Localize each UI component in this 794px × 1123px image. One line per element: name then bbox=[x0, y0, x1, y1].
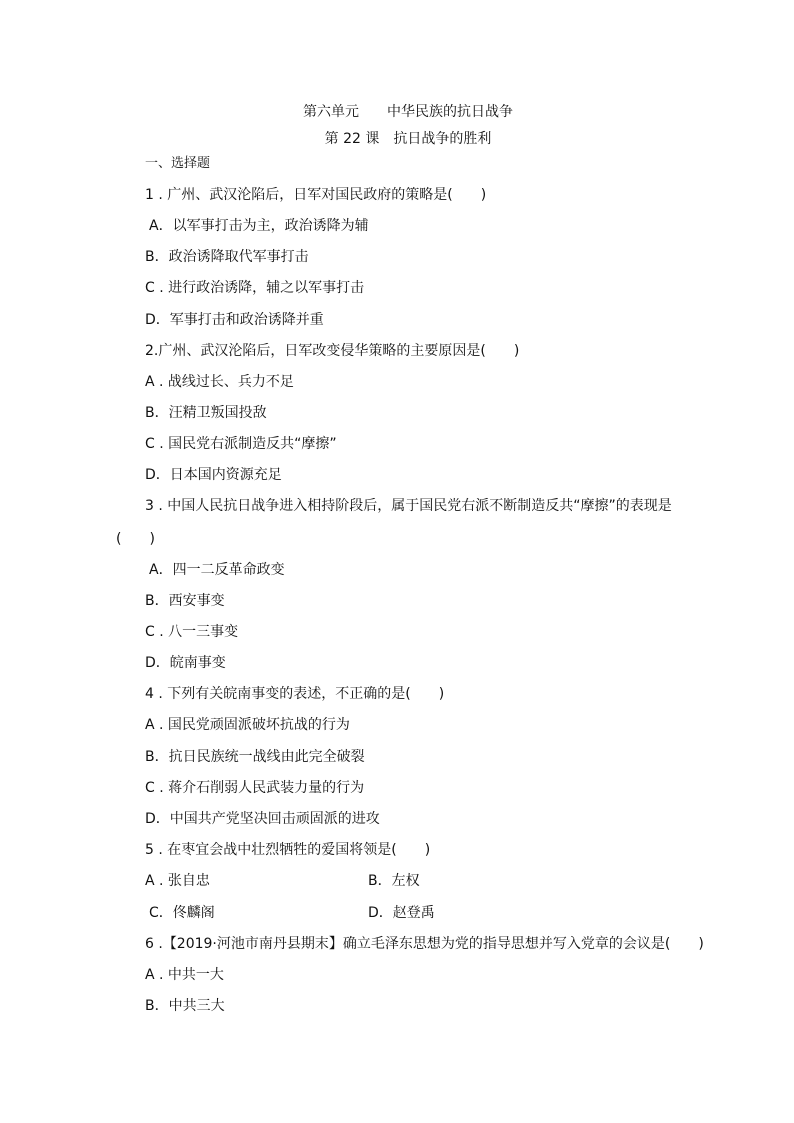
option-b: B．政治诱降取代军事打击 bbox=[145, 249, 309, 265]
question-stem: 4 . 下列有关皖南事变的表述，不正确的是( ) bbox=[145, 686, 445, 702]
question-stem: 1 . 广州、武汉沦陷后，日军对国民政府的策略是( ) bbox=[145, 187, 487, 203]
option-d: D．日本国内资源充足 bbox=[145, 467, 282, 483]
question-stem-continuation: ( ) bbox=[116, 531, 155, 547]
option-a: A . 张自忠 bbox=[145, 873, 210, 889]
option-c: C . 八一三事变 bbox=[145, 624, 239, 640]
section-heading: 一、选择题 bbox=[145, 156, 211, 171]
option-a: A . 国民党顽固派破坏抗战的行为 bbox=[145, 717, 350, 733]
option-b: B．汪精卫叛国投敌 bbox=[145, 405, 267, 421]
question-stem: 6 .【2019·河池市南丹县期末】确立毛泽东思想为党的指导思想并写入党章的会议是( ) bbox=[145, 936, 704, 952]
option-d: D．中国共产党坚决回击顽固派的进攻 bbox=[145, 811, 380, 827]
question-stem: 2.广州、武汉沦陷后，日军改变侵华策略的主要原因是( ) bbox=[145, 343, 520, 359]
option-a: A . 战线过长、兵力不足 bbox=[145, 374, 294, 390]
option-c: C . 进行政治诱降，辅之以军事打击 bbox=[145, 280, 365, 296]
unit-title: 第六单元 中华民族的抗日战争 bbox=[303, 104, 513, 120]
option-d: D．军事打击和政治诱降并重 bbox=[145, 312, 324, 328]
option-a: A．四一二反革命政变 bbox=[149, 562, 285, 578]
option-a: A．以军事打击为主，政治诱降为辅 bbox=[149, 218, 369, 234]
option-b: B．中共三大 bbox=[145, 998, 225, 1014]
option-c: C．佟麟阁 bbox=[149, 905, 215, 921]
option-b: B．左权 bbox=[368, 873, 420, 889]
option-b: B．西安事变 bbox=[145, 593, 225, 609]
option-b: B．抗日民族统一战线由此完全破裂 bbox=[145, 749, 365, 765]
option-d: D．皖南事变 bbox=[145, 655, 226, 671]
option-d: D．赵登禹 bbox=[368, 905, 435, 921]
option-c: C . 蒋介石削弱人民武装力量的行为 bbox=[145, 780, 365, 796]
option-c: C . 国民党右派制造反共“摩擦” bbox=[145, 436, 337, 452]
question-stem: 3 . 中国人民抗日战争进入相持阶段后，属于国民党右派不断制造反共“摩擦”的表现是 bbox=[145, 498, 672, 514]
option-a: A . 中共一大 bbox=[145, 967, 224, 983]
question-stem: 5 . 在枣宜会战中壮烈牺牲的爱国将领是( ) bbox=[145, 842, 431, 858]
lesson-title: 第 22 课 抗日战争的胜利 bbox=[324, 131, 492, 147]
